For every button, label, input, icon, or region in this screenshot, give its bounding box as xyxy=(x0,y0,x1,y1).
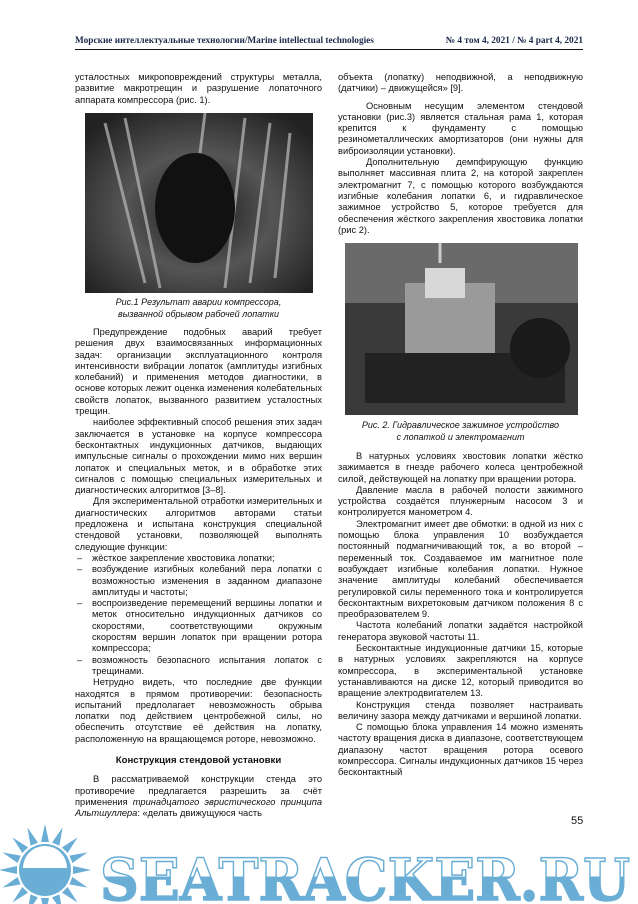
paragraph: Дополнительную демпфирующую функцию выполняет массивная плита 2, на которой закреплен электромагнит 7, с помощью которого возбуждаются изгибные колебания лопатки 6, и гидравлическое зажимное устройство 5, которое требуется для обеспечения жёсткого закрепления хвостовика лопатки (рис 2). xyxy=(338,157,583,235)
watermark xyxy=(0,840,638,904)
caption-line: с лопаткой и электромагнит xyxy=(396,431,525,442)
paragraph: Основным несущим элементом стендовой установки (рис.3) является стальная рама 1, которая крепится к фундаменту с помощью резинометаллических амортизаторов (они нужны для виброизоляции установки). xyxy=(338,100,583,156)
emphasis: тринадцатого эвристического принципа Альтшуллера xyxy=(75,796,322,819)
paragraph: Давление масла в рабочей полости зажимного устройства создаётся плунжерным насосом 3 и контролируется манометром 4. xyxy=(338,484,583,518)
journal-title: Морские интеллектуальные технологии/Marine intellectual technologies xyxy=(75,36,374,46)
figure-2-clamp-photo xyxy=(345,243,578,415)
list-item: – возможность безопасного испытания лопаток с трещинами. xyxy=(75,655,322,678)
caption-line: вызванной обрывом рабочей лопатки xyxy=(118,308,279,319)
paragraph: Частота колебаний лопатки задаётся настройкой генератора звуковой частоты 11. xyxy=(338,620,583,642)
figure-1-compressor-photo xyxy=(85,113,313,293)
paragraph: В натурных условиях хвостовик лопатки жёстко зажимается в гнезде рабочего колеса центробежной силой, действующей на лопатку при вращении ротора. xyxy=(338,451,583,484)
section-heading: Конструкция стендовой установки xyxy=(115,754,282,766)
figure-1-caption xyxy=(75,297,322,320)
paragraph: Бесконтактные индукционные датчики 15, которые в натурных условиях закрепляются на корпусе компрессора, в экспериментальной установке устанавливаются на диске 12, который приводится во вращение электродвигателем 13. xyxy=(338,643,583,699)
functions-list xyxy=(75,553,322,677)
text: В рассматриваемой конструкции стенда это противоречие предлагается разрешить за счёт применения xyxy=(75,774,322,807)
paragraph: наиболее эффективный способ решения этих задач заключается в установке на корпусе компрессора бесконтактных индукционных датчиков, выдающих импульсные сигналы о прохождении мимо них вершин лопаток и специальных меток, и в обработке этих сигналов с помощью специальных измерительных и диагностических алгоритмов [3–8]. xyxy=(75,417,322,496)
paragraph: Конструкция стенда позволяет настраивать величину зазора между датчиками и вершиной лопатки. xyxy=(338,699,583,721)
paragraph: усталостных микроповреждений структуры металла, развитие макротрещин и разрушение лопаточного аппарата компрессора (рис. 1). xyxy=(75,72,322,105)
figure-2-caption xyxy=(338,420,583,443)
list-item: – возбуждение изгибных колебаний пера лопатки с возможностью изменения в заданном диапазоне амплитуды и частоты; xyxy=(75,564,322,598)
page-number: 55 xyxy=(571,815,584,827)
paragraph: Нетрудно видеть, что последние две функции находятся в прямом противоречии: безопасность испытаний предлолагает невозможность обрыва лопатки под действием центробежной силы, но обеспечить отсутствие её действия на лопатку, расположенную на вращающемся роторе, невозможно. xyxy=(75,677,322,744)
left-column-top xyxy=(75,72,322,106)
right-column-body xyxy=(338,451,583,779)
right-column-top xyxy=(338,72,583,236)
left-column-body xyxy=(75,327,322,819)
running-header xyxy=(75,36,583,50)
issue-info: № 4 том 4, 2021 / № 4 part 4, 2021 xyxy=(445,36,583,46)
list-item: – воспроизведение перемещений вершины лопатки и меток относительно индукционных датчиков со скоростями, соответствующими окружным скоростям вершин лопаток при вращении ротора компрессора; xyxy=(75,598,322,654)
paragraph xyxy=(75,774,322,819)
paragraph: Предупреждение подобных аварий требует решения двух взаимосвязанных информационных задач: организации эксплуатационного контроля интенсивности вибрации лопаток (амплитуды изгибных колебаний) и применения методов диагностики, в основе которых лежит оценка изменения колебательных свойств лопаток, вызванного развитием усталостных трещин. xyxy=(75,327,322,417)
paragraph: объекта (лопатку) неподвижной, а неподвижную (датчики) – движущейся» [9]. xyxy=(338,72,583,94)
paragraph: Электромагнит имеет две обмотки: в одной из них с помощью блока управления 10 возбуждается постоянный подмагничивающий ток, а во второй – переменный ток. Создаваемое им магнитное поле возбуждает изгибные колебания лопатки. Нужное значение амплитуды колебаний обеспечивается регулировкой силы переменного тока и контролируется бесконтактным вихретоковым датчиком положения 8 с преобразователем 9. xyxy=(338,518,583,620)
paragraph: Для экспериментальной отработки измерительных и диагностических алгоритмов авторами статьи предложена и испытана конструкция специальной стендовой установки, позволяющей выполнять следующие функции: xyxy=(75,496,322,552)
paragraph: С помощью блока управления 14 можно изменять частоту вращения диска в диапазоне, соответствующем диапазону частот вращения ротора осевого компрессора. Сигналы индукционных датчиков 15 через бесконтактный xyxy=(338,722,583,778)
text: : «делать движущуюся часть xyxy=(137,808,262,819)
caption-line: Рис.1 Результат аварии компрессора, xyxy=(115,297,282,307)
caption-line: Рис. 2. Гидравлическое зажимное устройство xyxy=(361,420,560,430)
list-item: – жёсткое закрепление хвостовика лопатки; xyxy=(75,553,322,564)
watermark-text: SEATRACKER.RU xyxy=(100,846,630,904)
